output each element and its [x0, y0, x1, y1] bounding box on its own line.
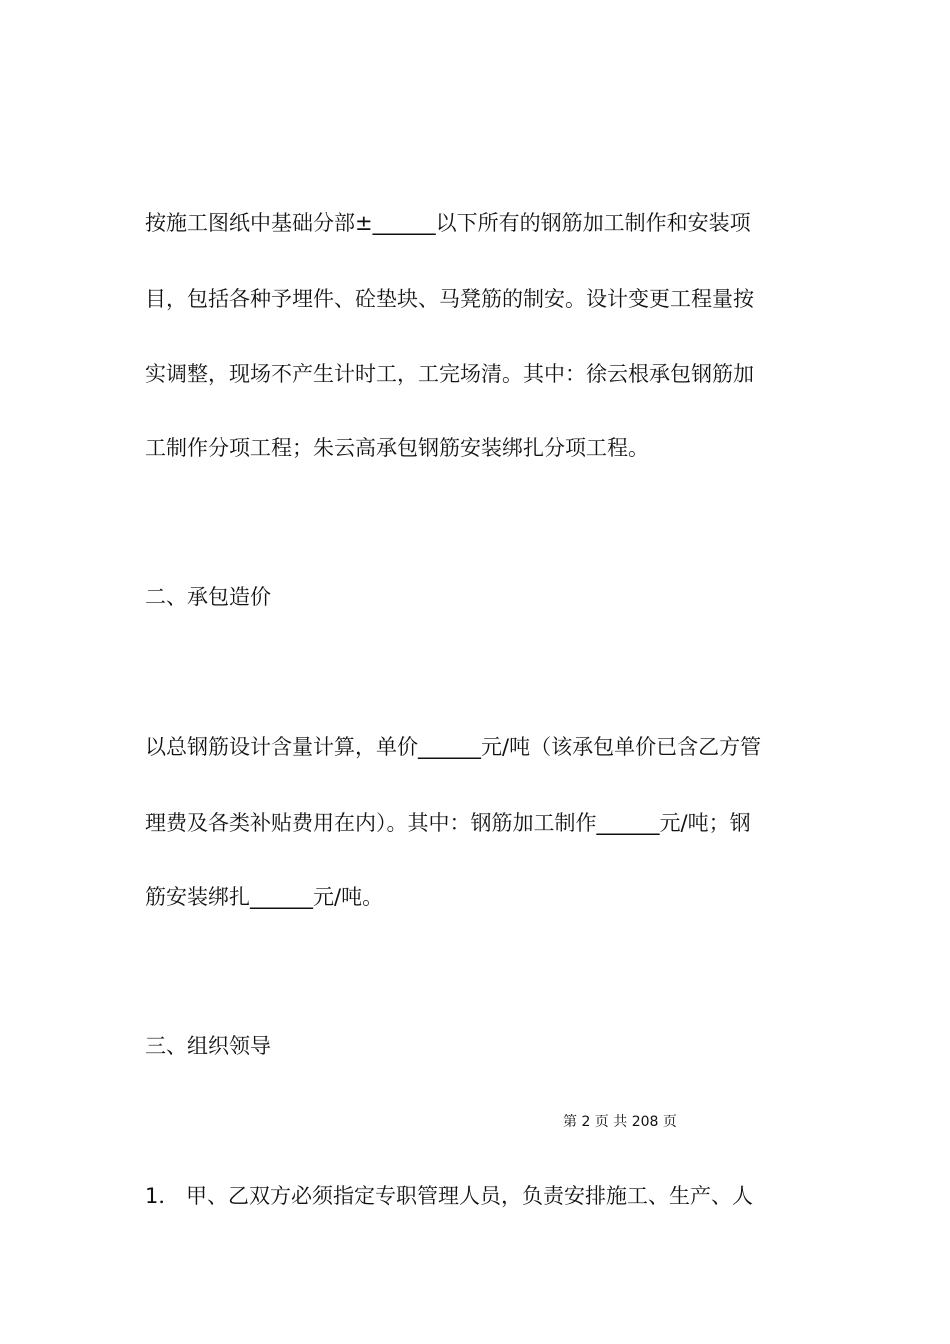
paragraph-line: 实调整，现场不产生计时工，工完场清。其中：徐云根承包钢筋加 [145, 362, 754, 386]
paragraph-line: 筋安装绑扎______元/吨。 [145, 885, 384, 909]
paragraph-line: 理费及各类补贴费用在内）。其中：钢筋加工制作______元/吨；钢 [145, 811, 751, 835]
paragraph-line: 工制作分项工程；朱云高承包钢筋安装绑扎分项工程。 [145, 436, 649, 460]
section-heading-contract-price: 二、承包造价 [145, 585, 271, 609]
paragraph-line: 按施工图纸中基础分部±______以下所有的钢筋加工制作和安装项 [145, 211, 751, 235]
section-heading-organization: 三、组织领导 [145, 1034, 271, 1058]
page-number-footer: 第 2 页 共 208 页 [563, 1114, 677, 1130]
list-item: 1． 甲、乙双方必须指定专职管理人员，负责安排施工、生产、人 [145, 1184, 754, 1208]
paragraph-line: 目，包括各种予埋件、砼垫块、马凳筋的制安。设计变更工程量按 [145, 287, 754, 311]
paragraph-line: 以总钢筋设计含量计算，单价______元/吨（该承包单价已含乙方管 [145, 735, 762, 759]
